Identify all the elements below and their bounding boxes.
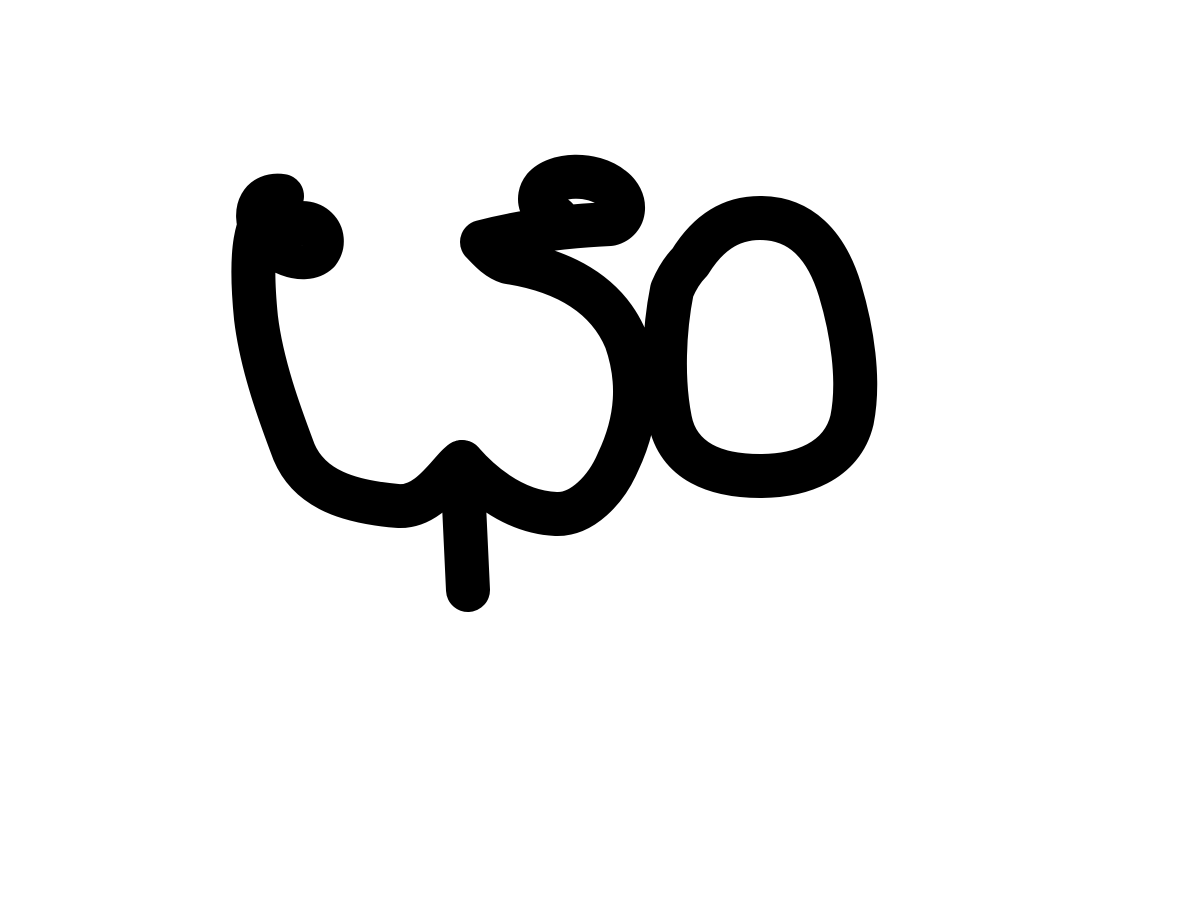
oval-glyph-stroke: [665, 218, 855, 476]
stem-stroke: [462, 462, 468, 590]
